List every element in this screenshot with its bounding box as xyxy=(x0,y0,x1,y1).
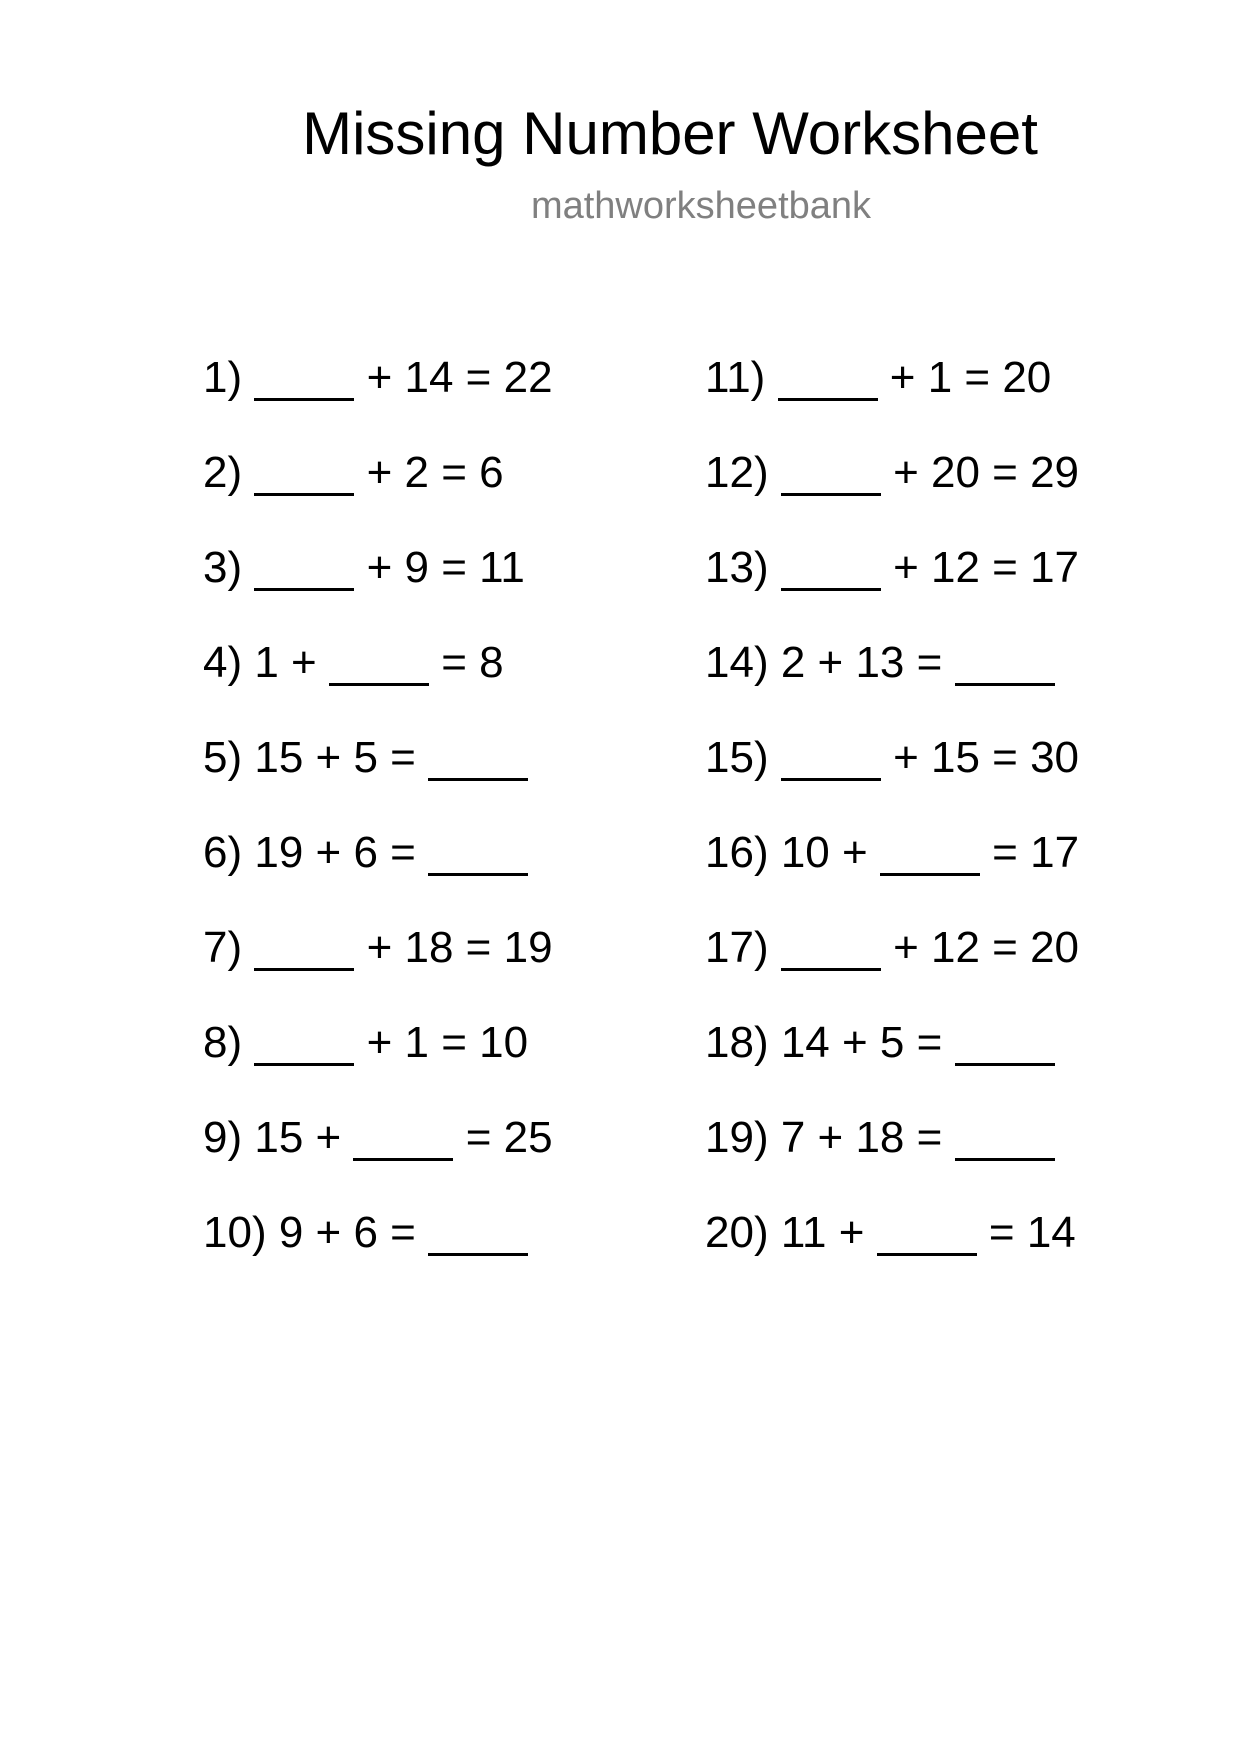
problem-expression: + 1 = 10 xyxy=(366,1018,529,1067)
problem-item xyxy=(203,1113,553,1163)
problem-item xyxy=(705,923,1079,973)
problem-item xyxy=(203,1018,528,1068)
problem-expression: + 15 = 30 xyxy=(893,733,1080,782)
problem-expression: 1 + xyxy=(254,638,317,687)
problem-item xyxy=(705,353,1051,403)
worksheet-title: Missing Number Worksheet xyxy=(302,100,1038,167)
problem-item xyxy=(705,733,1079,783)
problem-item xyxy=(203,733,528,783)
answer-blank[interactable] xyxy=(778,364,878,401)
problem-item xyxy=(705,1018,1055,1068)
problem-number: 16) xyxy=(705,828,769,877)
problem-number: 4) xyxy=(203,638,243,687)
problem-number: 6) xyxy=(203,828,243,877)
problem-number: 1) xyxy=(203,353,243,402)
problem-number: 5) xyxy=(203,733,243,782)
problem-item xyxy=(203,828,528,878)
answer-blank[interactable] xyxy=(353,1124,453,1161)
problem-expression: + 1 = 20 xyxy=(889,353,1052,402)
answer-blank[interactable] xyxy=(254,364,354,401)
problem-number: 20) xyxy=(705,1208,769,1257)
problem-item xyxy=(203,448,504,498)
problem-item xyxy=(203,638,504,688)
problem-number: 10) xyxy=(203,1208,267,1257)
problem-number: 9) xyxy=(203,1113,243,1162)
problem-expression: = 25 xyxy=(465,1113,553,1162)
problem-expression: + 12 = 20 xyxy=(893,923,1080,972)
problem-expression: 15 + xyxy=(254,1113,342,1162)
problem-item xyxy=(705,543,1079,593)
answer-blank[interactable] xyxy=(781,744,881,781)
problem-expression: = 8 xyxy=(441,638,504,687)
answer-blank[interactable] xyxy=(955,649,1055,686)
problem-item xyxy=(203,353,553,403)
answer-blank[interactable] xyxy=(880,839,980,876)
problem-item xyxy=(203,923,553,973)
problem-expression: 9 + 6 = xyxy=(278,1208,416,1257)
problem-expression: 14 + 5 = xyxy=(780,1018,943,1067)
problem-item xyxy=(705,448,1079,498)
problem-number: 19) xyxy=(705,1113,769,1162)
problem-number: 17) xyxy=(705,923,769,972)
problem-expression: 2 + 13 = xyxy=(780,638,943,687)
problem-expression: + 2 = 6 xyxy=(366,448,504,497)
answer-blank[interactable] xyxy=(781,554,881,591)
answer-blank[interactable] xyxy=(254,934,354,971)
problem-item xyxy=(203,1208,528,1258)
answer-blank[interactable] xyxy=(254,554,354,591)
problem-number: 15) xyxy=(705,733,769,782)
answer-blank[interactable] xyxy=(781,459,881,496)
answer-blank[interactable] xyxy=(428,744,528,781)
problem-expression: 15 + 5 = xyxy=(254,733,416,782)
problem-expression: + 14 = 22 xyxy=(366,353,553,402)
worksheet-source: mathworksheetbank xyxy=(530,185,872,227)
problem-expression: 7 + 18 = xyxy=(780,1113,943,1162)
problem-expression: = 17 xyxy=(992,828,1080,877)
answer-blank[interactable] xyxy=(781,934,881,971)
answer-blank[interactable] xyxy=(329,649,429,686)
problem-expression: = 14 xyxy=(988,1208,1076,1257)
problem-number: 18) xyxy=(705,1018,769,1067)
problem-number: 7) xyxy=(203,923,243,972)
problem-expression: + 12 = 17 xyxy=(893,543,1080,592)
problem-expression: + 9 = 11 xyxy=(366,543,525,592)
problem-number: 3) xyxy=(203,543,243,592)
problem-item xyxy=(203,543,525,593)
answer-blank[interactable] xyxy=(877,1219,977,1256)
problem-expression: + 20 = 29 xyxy=(893,448,1080,497)
problem-number: 13) xyxy=(705,543,769,592)
problem-item xyxy=(705,638,1055,688)
problem-number: 2) xyxy=(203,448,243,497)
problem-item xyxy=(705,828,1079,878)
problem-expression: 11 + xyxy=(780,1208,865,1257)
problem-number: 14) xyxy=(705,638,769,687)
answer-blank[interactable] xyxy=(428,839,528,876)
answer-blank[interactable] xyxy=(955,1124,1055,1161)
problem-expression: 19 + 6 = xyxy=(254,828,416,877)
problem-number: 11) xyxy=(705,353,766,402)
answer-blank[interactable] xyxy=(254,459,354,496)
answer-blank[interactable] xyxy=(428,1219,528,1256)
problem-item xyxy=(705,1208,1076,1258)
problem-number: 8) xyxy=(203,1018,243,1067)
answer-blank[interactable] xyxy=(955,1029,1055,1066)
problem-item xyxy=(705,1113,1055,1163)
answer-blank[interactable] xyxy=(254,1029,354,1066)
problem-expression: 10 + xyxy=(780,828,868,877)
problem-number: 12) xyxy=(705,448,769,497)
problem-expression: + 18 = 19 xyxy=(366,923,553,972)
